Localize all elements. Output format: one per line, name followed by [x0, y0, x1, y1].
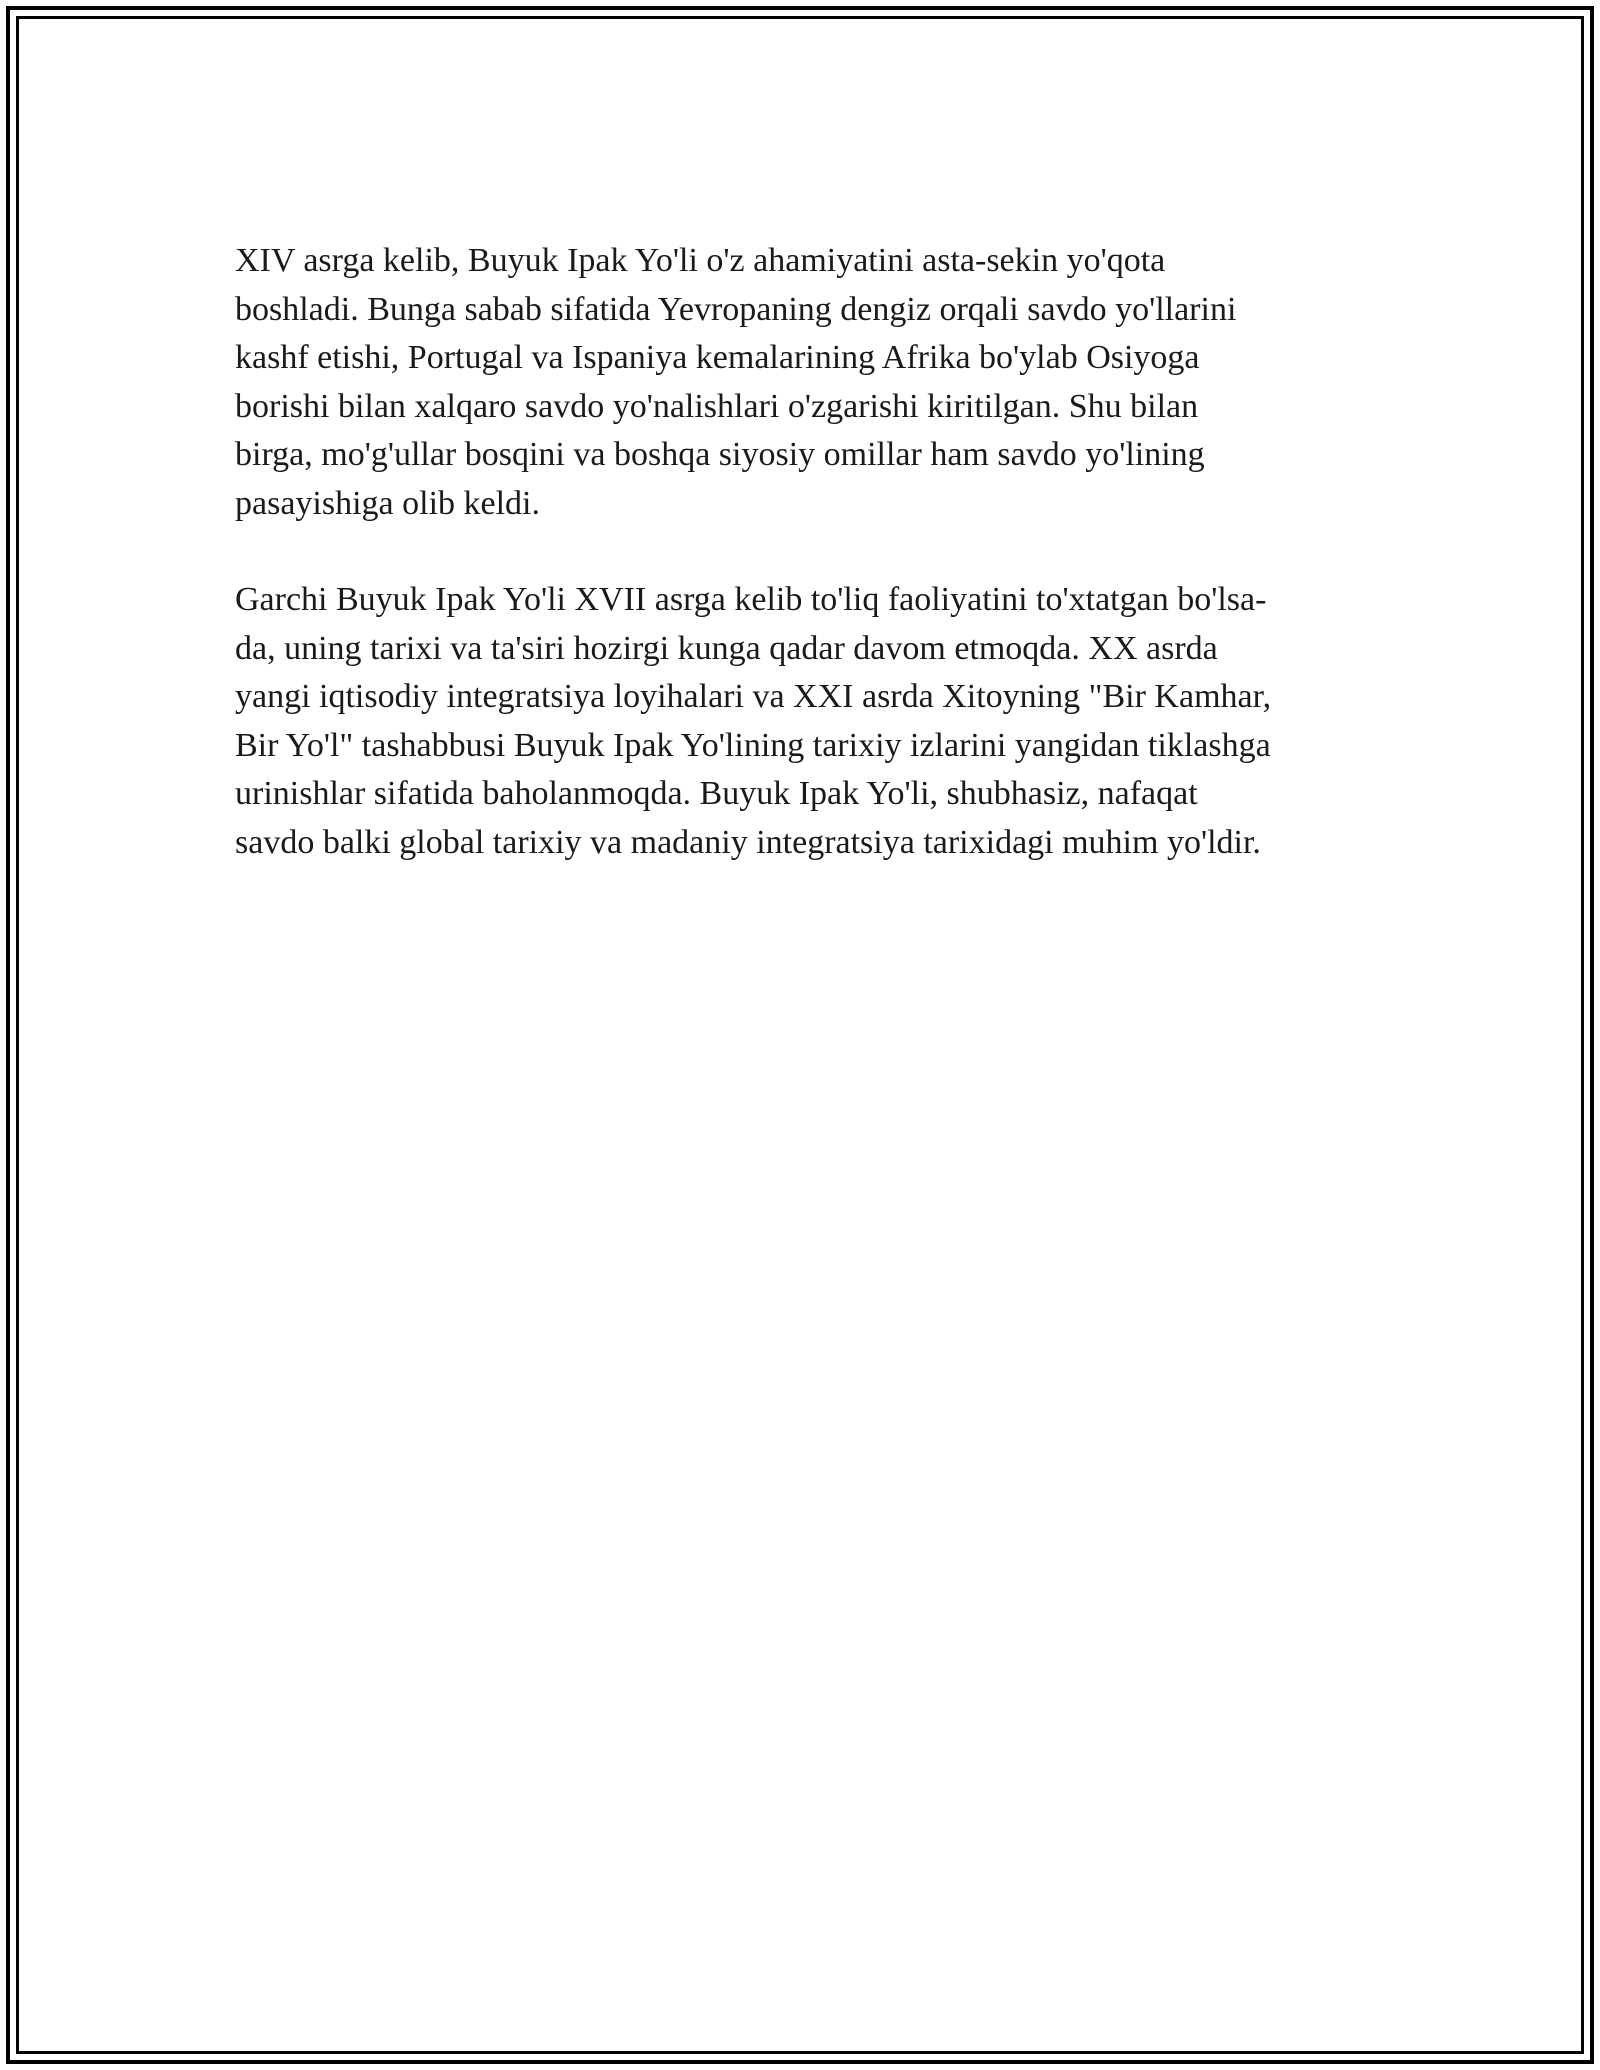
text-line: savdo balki global tarixiy va madaniy integratsiya tarixidagi muhim yo'ldir. [235, 823, 1261, 861]
text-line: boshladi. Bunga sabab sifatida Yevropaning dengiz orqali savdo yo'llarini [235, 290, 1237, 328]
document-body [235, 237, 1375, 915]
paragraph-1 [235, 237, 1375, 528]
text-line: birga, mo'g'ullar bosqini va boshqa siyosiy omillar ham savdo yo'lining [235, 436, 1205, 473]
text-line: Bir Yo'l" tashabbusi Buyuk Ipak Yo'lining tarixiy izlarini yangidan tiklashga [235, 726, 1271, 764]
text-line: kashf etishi, Portugal va Ispaniya kemalarining Afrika bo'ylab Osiyoga [235, 339, 1200, 376]
text-line: XIV asrga kelib, Buyuk Ipak Yo'li o'z ahamiyatini asta-sekin yo'qota [235, 242, 1166, 279]
text-line: borishi bilan xalqaro savdo yo'nalishlari o'zgarishi kiritilgan. Shu bilan [235, 387, 1199, 425]
text-line: Garchi Buyuk Ipak Yo'li XVII asrga kelib to'liq faoliyatini to'xtatgan bo'lsa- [235, 581, 1267, 618]
text-line: urinishlar sifatida baholanmoqda. Buyuk Ipak Yo'li, shubhasiz, nafaqat [235, 775, 1198, 812]
paragraph-2 [235, 576, 1375, 867]
text-line: yangi iqtisodiy integratsiya loyihalari va XXI asrda Xitoyning "Bir Kamhar, [235, 678, 1272, 715]
text-line: pasayishiga olib keldi. [235, 484, 541, 522]
text-line: da, uning tarixi va ta'siri hozirgi kunga qadar davom etmoqda. XX asrda [235, 629, 1218, 667]
